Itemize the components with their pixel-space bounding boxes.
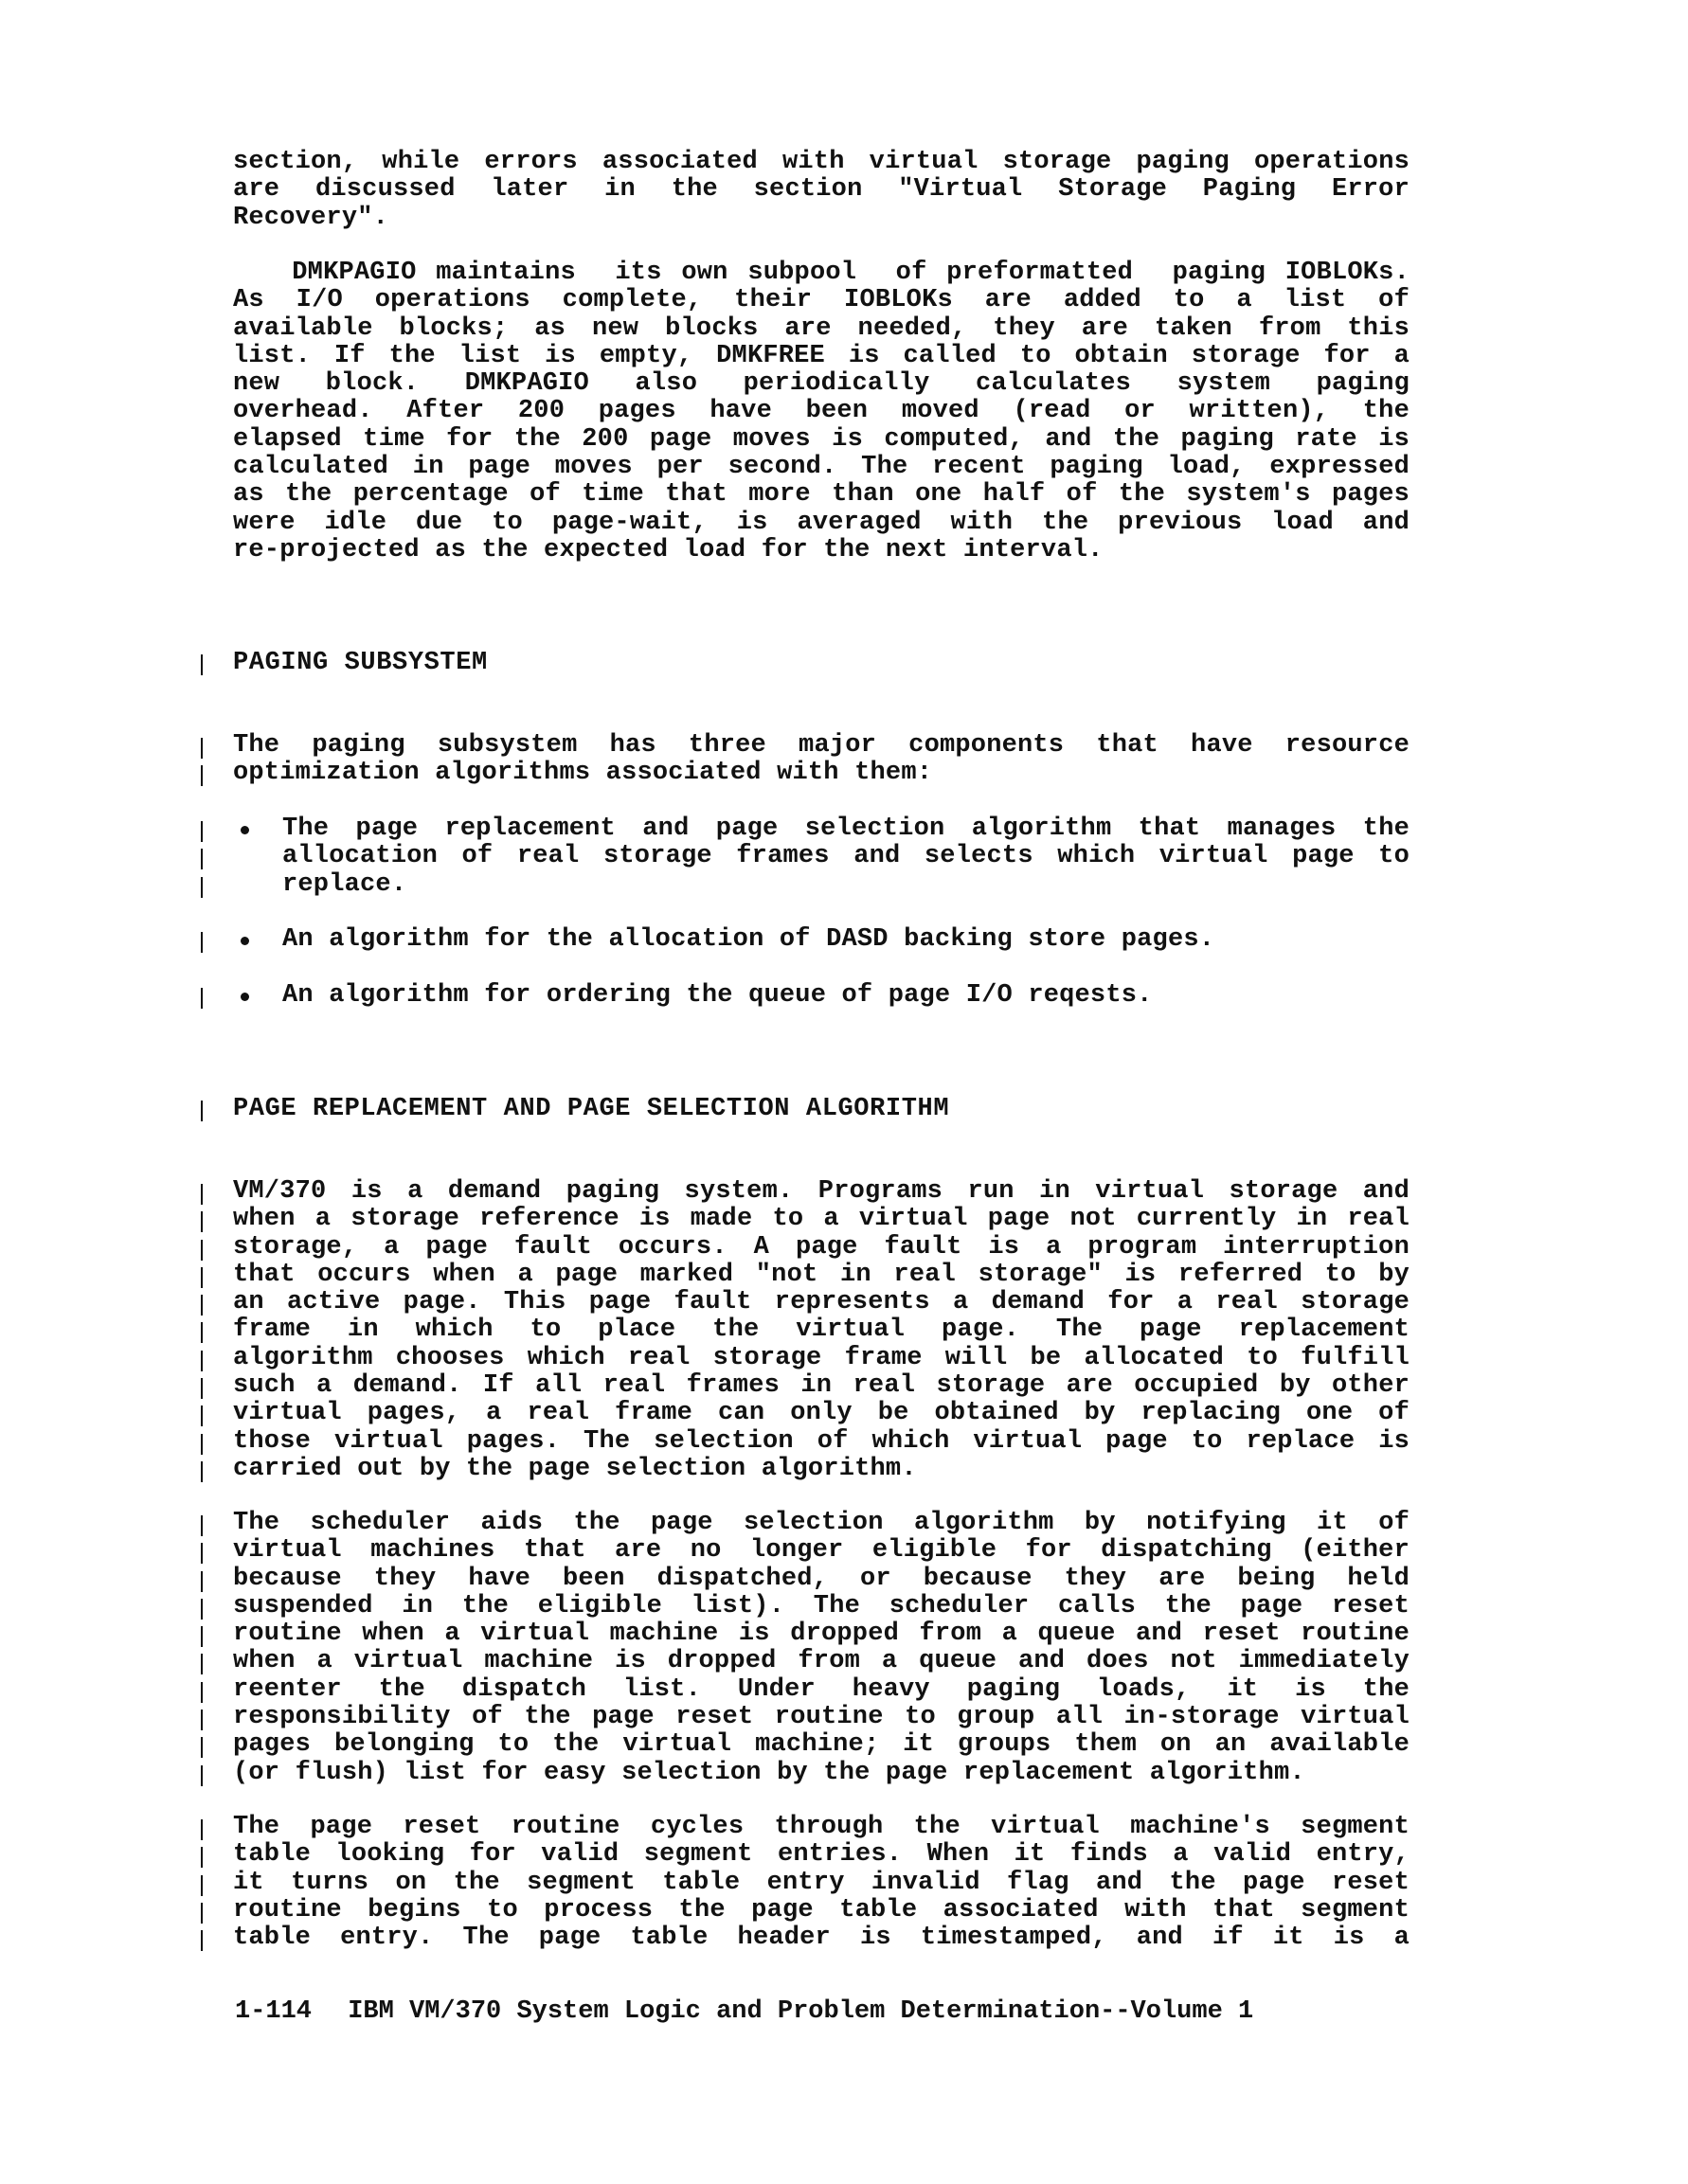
- text-content: such a demand. If all real frames in real storage are occupied by other: [233, 1371, 1410, 1401]
- bullet-icon: [241, 826, 249, 834]
- text-line: [233, 1620, 1410, 1648]
- section-heading-page-replacement: [233, 1096, 949, 1123]
- revision-bar: [201, 821, 203, 842]
- text-content: suspended in the eligible list). The scheduler calls the page reset: [233, 1591, 1410, 1620]
- text-content: that occurs when a page marked "not in real storage" is referred to by: [233, 1260, 1410, 1289]
- bullet-icon: [241, 993, 249, 1001]
- text-line: calculated in page moves per second. The recent paging load, expressed: [233, 453, 1410, 482]
- revision-bar: [201, 1543, 203, 1564]
- paragraph-page-reset: [233, 1814, 1410, 1952]
- text-line: [233, 1537, 1410, 1565]
- revision-bar: [201, 1682, 203, 1703]
- revision-bar: [201, 1267, 203, 1288]
- revision-bar: [201, 1295, 203, 1316]
- text-line: re-projected as the expected load for the next interval.: [233, 535, 1104, 564]
- paragraph-scheduler: [233, 1510, 1410, 1787]
- revision-bar: [201, 1322, 203, 1343]
- text-content: table looking for valid segment entries. When it finds a valid entry,: [233, 1840, 1410, 1870]
- text-content: routine begins to process the page table associated with that segment: [233, 1895, 1410, 1924]
- revision-bar: [201, 1184, 203, 1205]
- revision-bar: [201, 1240, 203, 1261]
- paragraph-demand-paging: [233, 1178, 1410, 1483]
- text-line: [233, 1400, 1410, 1427]
- text-line: [233, 1289, 1410, 1316]
- bullet-item: [233, 815, 1410, 899]
- text-line: list. If the list is empty, DMKFREE is called to obtain storage for a: [233, 341, 1410, 370]
- text-content: storage, a page fault occurs. A page fault is a program interruption: [233, 1232, 1410, 1262]
- text-line: [233, 1870, 1410, 1897]
- heading-text: PAGE REPLACEMENT AND PAGE SELECTION ALGORITHM: [233, 1095, 950, 1123]
- bullet-item: [233, 982, 1410, 1010]
- paragraph-intro: [233, 149, 1410, 232]
- bullet-item: [233, 926, 1410, 954]
- revision-bar: [201, 1847, 203, 1868]
- text-line: [233, 1704, 1410, 1731]
- text-line: [233, 1372, 1410, 1400]
- text-content: when a storage reference is made to a virtual page not currently in real: [233, 1205, 1410, 1234]
- revision-bar: [201, 1930, 203, 1951]
- text-content: carried out by the page selection algorithm.: [233, 1454, 917, 1483]
- revision-bar: [201, 1710, 203, 1730]
- text-line: new block. DMKPAGIO also periodically calculates system paging: [233, 369, 1410, 399]
- revision-bar: [201, 1875, 203, 1896]
- revision-bar: [201, 1571, 203, 1592]
- paragraph-dmkpagio: [233, 260, 1410, 564]
- page-footer: [235, 1998, 1253, 2026]
- text-line: [233, 1924, 1410, 1952]
- text-content: table entry. The page table header is timestamped, and if it is a: [233, 1924, 1410, 1953]
- text-line: [233, 760, 1410, 787]
- text-line: [233, 1428, 1410, 1456]
- text-content: those virtual pages. The selection of which virtual page to replace is: [233, 1426, 1410, 1456]
- text-line: [233, 1566, 1410, 1593]
- bullet-icon: [241, 937, 249, 945]
- text-line: available blocks; as new blocks are needed, they are taken from this: [233, 313, 1410, 343]
- text-content: pages belonging to the virtual machine; it groups them on an available: [233, 1730, 1410, 1760]
- revision-bar: [201, 1211, 203, 1232]
- text-line: overhead. After 200 pages have been moved (read or written), the: [233, 397, 1410, 426]
- revision-bar: [201, 1819, 203, 1840]
- revision-bar: [201, 1626, 203, 1647]
- text-content: An algorithm for the allocation of DASD backing store pages.: [282, 925, 1215, 954]
- text-line: [233, 871, 1410, 899]
- revision-bar: [201, 738, 203, 759]
- text-line: elapsed time for the 200 page moves is computed, and the paging rate is: [233, 424, 1410, 454]
- footer-title: IBM VM/370 System Logic and Problem Determination--Volume 1: [348, 1997, 1254, 2026]
- text-content: frame in which to place the virtual page. The page replacement: [233, 1316, 1410, 1345]
- text-content: virtual machines that are no longer eligible for dispatching (either: [233, 1536, 1410, 1566]
- text-line: [233, 1316, 1410, 1344]
- revision-bar: [201, 654, 203, 675]
- text-content: VM/370 is a demand paging system. Programs run in virtual storage and: [233, 1177, 1410, 1206]
- revision-bar: [201, 1378, 203, 1399]
- text-content: The scheduler aids the page selection algorithm by notifying it of: [233, 1509, 1410, 1537]
- heading-text: PAGING SUBSYSTEM: [233, 649, 488, 677]
- text-line: [233, 843, 1410, 870]
- revision-bar: [201, 765, 203, 786]
- revision-bar: [201, 1405, 203, 1426]
- text-content: an active page. This page fault represents a demand for a real storage: [233, 1288, 1410, 1317]
- text-content: The paging subsystem has three major components that have resource: [233, 731, 1410, 760]
- revision-bar: [201, 849, 203, 869]
- revision-bar: [201, 1515, 203, 1536]
- text-line: DMKPAGIO maintains its own subpool of preformatted paging IOBLOKs.: [233, 259, 1410, 287]
- revision-bar: [201, 1461, 203, 1482]
- text-line: [233, 1648, 1410, 1675]
- text-content: allocation of real storage frames and selects which virtual page to: [282, 842, 1410, 871]
- text-line: As I/O operations complete, their IOBLOKs are added to a list of: [233, 286, 1410, 315]
- text-line: [233, 1510, 1410, 1537]
- text-line: [233, 1593, 1410, 1620]
- revision-bar: [201, 1434, 203, 1455]
- text-content: virtual pages, a real frame can only be obtained by replacing one of: [233, 1399, 1410, 1428]
- text-content: The page replacement and page selection algorithm that manages the: [282, 815, 1410, 843]
- text-line: [233, 1206, 1410, 1233]
- revision-bar: [201, 877, 203, 898]
- revision-bar: [201, 988, 203, 1009]
- section-heading-paging-subsystem: [233, 650, 488, 677]
- text-content: when a virtual machine is dropped from a queue and does not immediately: [233, 1647, 1410, 1676]
- revision-bar: [201, 1765, 203, 1786]
- text-content: it turns on the segment table entry invalid flag and the page reset: [233, 1868, 1410, 1897]
- text-line: [233, 1345, 1410, 1372]
- text-content: routine when a virtual machine is dropped from a queue and reset routine: [233, 1620, 1410, 1649]
- page-number: 1-114: [235, 1997, 313, 2026]
- revision-bar: [201, 1351, 203, 1371]
- text-content: responsibility of the page reset routine to group all in-storage virtual: [233, 1703, 1410, 1732]
- text-line: [233, 1731, 1410, 1759]
- revision-bar: [201, 1101, 203, 1121]
- revision-bar: [201, 1599, 203, 1620]
- text-line: [233, 1676, 1410, 1704]
- text-line: [233, 982, 1410, 1010]
- text-line: are discussed later in the section "Virtual Storage Paging Error: [233, 175, 1410, 205]
- text-line: [233, 1841, 1410, 1869]
- text-content: replace.: [282, 869, 407, 899]
- text-line: were idle due to page-wait, is averaged with the previous load and: [233, 508, 1410, 537]
- revision-bar: [201, 1654, 203, 1674]
- text-line: [233, 1178, 1410, 1206]
- text-line: [233, 1897, 1410, 1924]
- text-content: optimization algorithms associated with them:: [233, 759, 933, 788]
- text-line: [233, 1262, 1410, 1289]
- text-line: Recovery".: [233, 203, 389, 232]
- text-line: [233, 1234, 1410, 1262]
- text-content: An algorithm for ordering the queue of page I/O reqests.: [282, 981, 1153, 1010]
- paragraph-paging-subsystem-intro: [233, 732, 1410, 788]
- text-content: (or flush) list for easy selection by the page replacement algorithm.: [233, 1758, 1305, 1787]
- text-line: [233, 1456, 1410, 1483]
- text-line: [233, 1760, 1410, 1787]
- text-line: [233, 1814, 1410, 1841]
- text-line: [233, 732, 1410, 760]
- text-line: as the percentage of time that more than one half of the system's pages: [233, 480, 1410, 510]
- text-line: section, while errors associated with virtual storage paging operations: [233, 148, 1410, 176]
- revision-bar: [201, 932, 203, 953]
- text-content: algorithm chooses which real storage frame will be allocated to fulfill: [233, 1343, 1410, 1372]
- revision-bar: [201, 1737, 203, 1758]
- revision-bar: [201, 1903, 203, 1924]
- text-line: [233, 926, 1410, 954]
- text-content: reenter the dispatch list. Under heavy paging loads, it is the: [233, 1674, 1410, 1704]
- text-line: [233, 815, 1410, 843]
- text-content: The page reset routine cycles through the virtual machine's segment: [233, 1813, 1410, 1841]
- text-content: because they have been dispatched, or because they are being held: [233, 1564, 1410, 1593]
